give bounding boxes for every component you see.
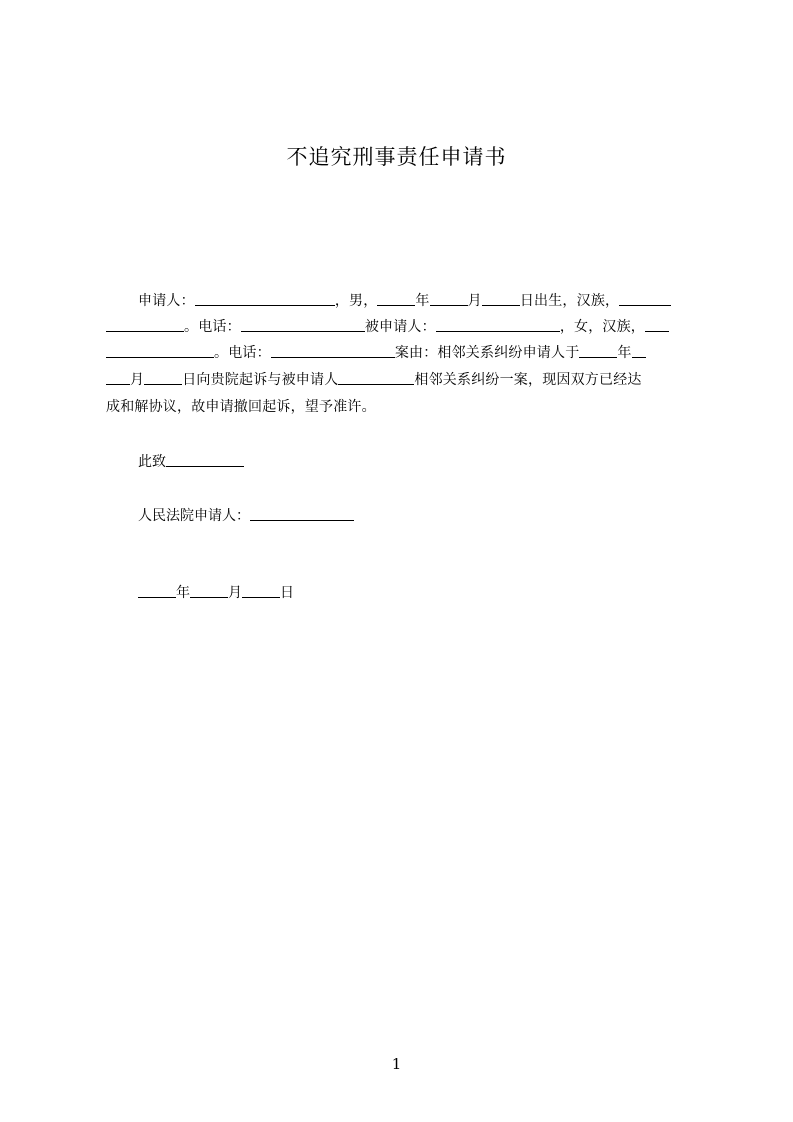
salutation-text: 此致 <box>138 454 166 470</box>
date-day-text: 日 <box>280 585 294 601</box>
gender-text: ，男， <box>334 293 378 309</box>
filing-month-blank-1 <box>632 343 646 358</box>
closing-text: 成和解协议，故申请撤回起诉，望予准许。 <box>106 399 376 415</box>
day-filed-text: 日向贵院起诉与被申请人 <box>182 372 339 388</box>
date-year-blank <box>138 583 176 598</box>
document-title: 不追究刑事责任申请书 <box>286 145 507 169</box>
phone-label: 。电话： <box>184 319 241 335</box>
respondent-blank <box>338 370 414 385</box>
birth-month-blank <box>430 291 468 306</box>
date-month-blank <box>190 583 228 598</box>
filing-year-blank <box>579 343 617 358</box>
cause-label: 案由：相邻关系纠纷申请人于 <box>394 345 580 361</box>
month-text: 月 <box>467 293 482 309</box>
respondent-phone-blank <box>271 343 395 358</box>
filing-day-blank <box>144 370 182 385</box>
applicant-phone-blank <box>241 317 365 332</box>
address-blank-2 <box>106 317 184 332</box>
applicant-label: 申请人： <box>138 293 195 309</box>
year-text-2: 年 <box>617 345 632 361</box>
body-line-2 <box>106 317 706 337</box>
respondent-address-blank-2 <box>106 343 214 358</box>
body-line-4 <box>106 370 706 390</box>
date-month-text: 月 <box>228 585 242 601</box>
filing-month-blank-2 <box>106 370 130 385</box>
female-ethnic-text: ，女，汉族， <box>559 319 646 335</box>
birth-day-blank <box>482 291 520 306</box>
date-day-blank <box>242 583 280 598</box>
body-line-3 <box>106 343 706 363</box>
date-year-text: 年 <box>176 585 190 601</box>
year-text: 年 <box>415 293 430 309</box>
court-signature <box>138 506 354 526</box>
applicant-name-blank <box>195 291 335 306</box>
month-text-2: 月 <box>130 372 145 388</box>
phone-label-2: 。电话： <box>214 345 271 361</box>
court-signature-text: 人民法院申请人： <box>138 508 250 524</box>
body-line-1 <box>106 291 706 311</box>
signature-blank <box>250 506 354 521</box>
birth-ethnic-text: 日出生，汉族， <box>519 293 620 309</box>
body-line-5 <box>106 397 706 417</box>
respondent-name-blank <box>436 317 560 332</box>
salutation <box>138 452 244 472</box>
dispute-text: 相邻关系纠纷一案，现因双方已经达 <box>414 372 642 388</box>
salutation-blank <box>166 452 244 467</box>
page-number: 1 <box>391 1055 402 1073</box>
address-blank-1 <box>619 291 671 306</box>
signature-date <box>138 583 294 603</box>
respondent-address-blank-1 <box>645 317 669 332</box>
birth-year-blank <box>377 291 415 306</box>
respondent-label: 被申请人： <box>364 319 436 335</box>
